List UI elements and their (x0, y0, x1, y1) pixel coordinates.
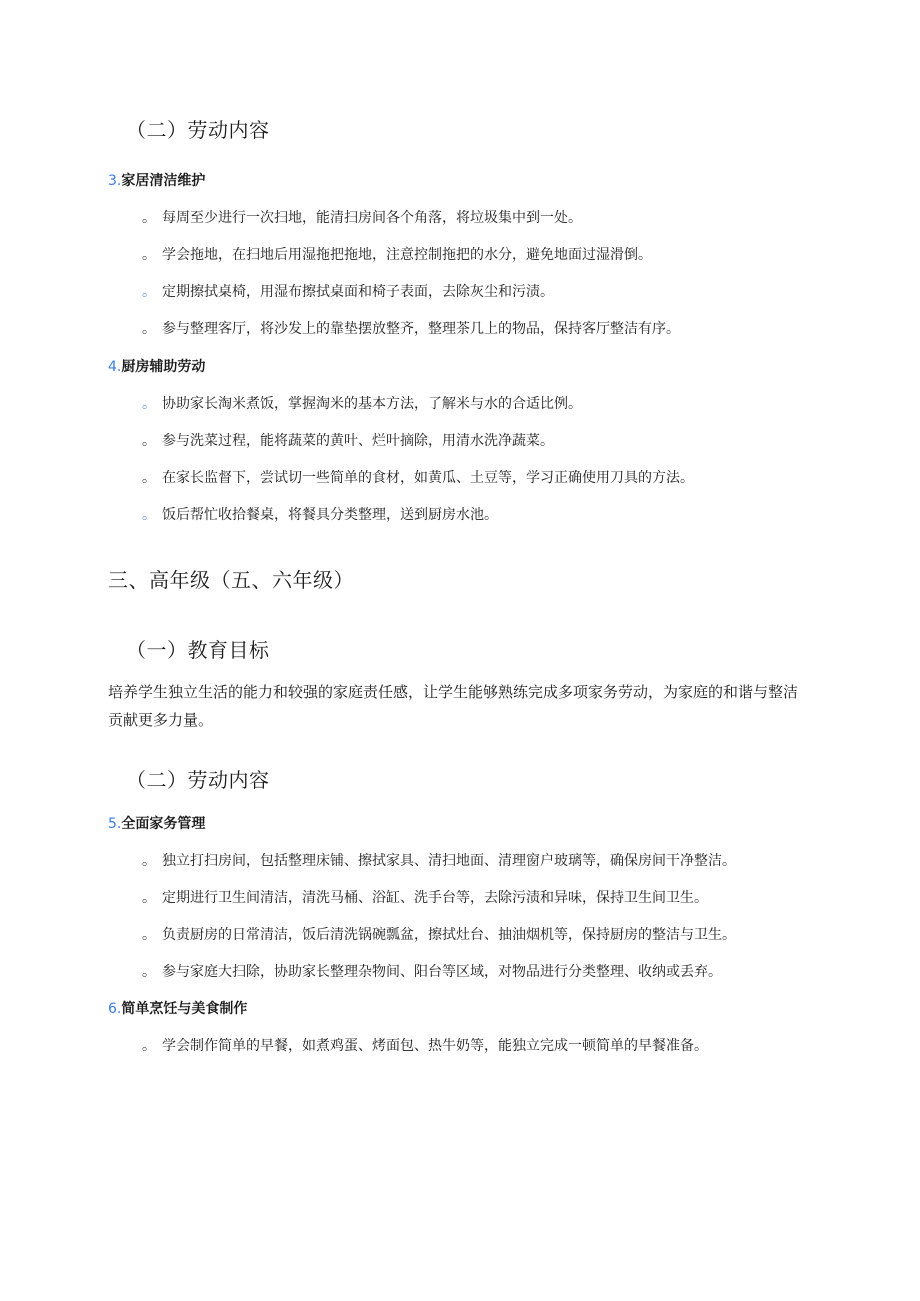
bullet-icon: 。 (142, 853, 156, 869)
list-item: 。 参与整理客厅，将沙发上的靠垫摆放整齐，整理茶几上的物品，保持客厅整洁有序。 (142, 321, 680, 337)
item-heading-home-cleaning (108, 170, 205, 190)
goal-paragraph: 培养学生独立生活的能力和较强的家庭责任感，让学生能够熟练完成多项家务劳动，为家庭的和谐与整洁贡献更多力量。 (108, 683, 799, 729)
section-heading-education-goal: （一）教育目标 (126, 638, 270, 662)
bullet-icon: 。 (142, 890, 156, 906)
section-heading-labor-content: （二）劳动内容 (126, 118, 270, 142)
list-item: 。 协助家长淘米煮饭，掌握淘米的基本方法，了解米与水的合适比例。 (142, 396, 582, 412)
list-item: 。 独立打扫房间，包括整理床铺、擦拭家具、清扫地面、清理窗户玻璃等，确保房间干净整洁。 (142, 853, 736, 869)
main-heading-senior-grades: 三、高年级（五、六年级） (108, 568, 354, 592)
bullet-icon: 。 (142, 210, 156, 226)
section-heading-labor-content: （二）劳动内容 (126, 768, 270, 792)
list-item: 。 定期擦拭桌椅，用湿布擦拭桌面和椅子表面，去除灰尘和污渍。 (142, 284, 554, 300)
bullet-icon: 。 (142, 470, 156, 486)
bullet-icon: 。 (142, 927, 156, 943)
item-title: 厨房辅助劳动 (121, 359, 206, 375)
item-heading-household-management (108, 813, 205, 833)
item-title: 家居清洁维护 (121, 173, 206, 189)
bullet-icon: 。 (142, 1038, 156, 1054)
list-item: 。 学会制作简单的早餐，如煮鸡蛋、烤面包、热牛奶等，能独立完成一顿简单的早餐准备。 (142, 1038, 708, 1054)
item-title: 简单烹饪与美食制作 (121, 1001, 248, 1017)
bullet-icon: 。 (142, 433, 156, 449)
item-title: 全面家务管理 (121, 816, 206, 832)
list-item: 。 学会拖地，在扫地后用湿拖把拖地，注意控制拖把的水分，避免地面过湿滑倒。 (142, 247, 652, 263)
list-item: 。 负责厨房的日常清洁，饭后清洗锅碗瓢盆，擦拭灶台、抽油烟机等，保持厨房的整洁与卫生。 (142, 927, 736, 943)
bullet-icon: 。 (142, 247, 156, 263)
item-number: 5. (108, 816, 122, 832)
list-item: 。 在家长监督下，尝试切一些简单的食材，如黄瓜、土豆等，学习正确使用刀具的方法。 (142, 470, 694, 486)
item-number: 6. (108, 1001, 122, 1017)
list-item: 。 饭后帮忙收拾餐桌，将餐具分类整理，送到厨房水池。 (142, 507, 498, 523)
item-number: 3. (108, 173, 122, 189)
list-item: 。 参与家庭大扫除，协助家长整理杂物间、阳台等区域，对物品进行分类整理、收纳或丢弃。 (142, 964, 722, 980)
item-number: 4. (108, 359, 122, 375)
bullet-icon: 。 (142, 284, 156, 300)
list-item: 。 每周至少进行一次扫地，能清扫房间各个角落，将垃圾集中到一处。 (142, 210, 582, 226)
item-heading-cooking (108, 998, 247, 1018)
bullet-icon: 。 (142, 321, 156, 337)
bullet-icon: 。 (142, 396, 156, 412)
list-item: 。 定期进行卫生间清洁，清洗马桶、浴缸、洗手台等，去除污渍和异味，保持卫生间卫生。 (142, 890, 708, 906)
bullet-icon: 。 (142, 964, 156, 980)
item-heading-kitchen-help (108, 356, 205, 376)
list-item: 。 参与洗菜过程，能将蔬菜的黄叶、烂叶摘除，用清水洗净蔬菜。 (142, 433, 554, 449)
bullet-icon: 。 (142, 507, 156, 523)
